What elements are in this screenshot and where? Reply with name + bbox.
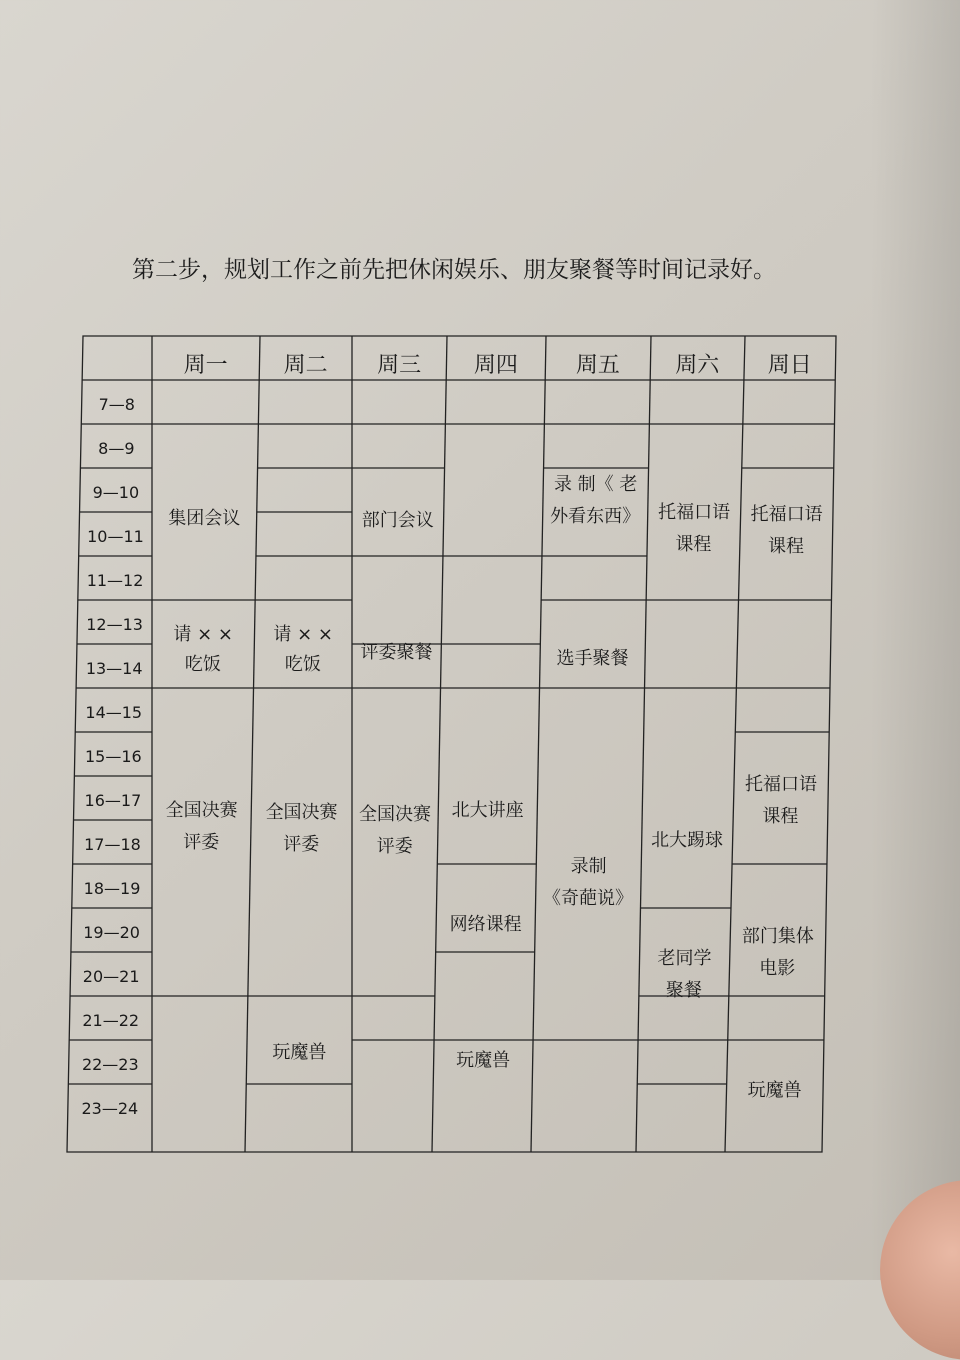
schedule-entry: 北大踢球 bbox=[651, 830, 724, 851]
schedule-entry: 评委聚餐 bbox=[360, 642, 433, 663]
schedule-entry: 录制 bbox=[570, 856, 607, 877]
schedule-entry: 聚餐 bbox=[665, 980, 702, 1001]
time-slot-label: 23—24 bbox=[81, 1099, 139, 1118]
schedule-entry: 评委 bbox=[183, 832, 220, 853]
schedule-entry: 课程 bbox=[762, 806, 799, 827]
table-border bbox=[67, 336, 836, 1152]
schedule-entry: 玩魔兽 bbox=[456, 1050, 511, 1071]
column-divider bbox=[531, 336, 546, 1152]
time-slot-label: 7—8 bbox=[98, 395, 135, 414]
schedule-entry: 全国决赛 bbox=[265, 802, 338, 823]
schedule-entry: 吃饭 bbox=[284, 654, 321, 675]
schedule-entry: 部门集体 bbox=[741, 926, 814, 947]
day-header: 周六 bbox=[675, 353, 720, 378]
column-divider bbox=[245, 336, 260, 1152]
schedule-entry: 部门会议 bbox=[361, 510, 434, 531]
schedule-entry: 请 × × bbox=[273, 624, 334, 645]
time-slot-label: 12—13 bbox=[86, 615, 143, 634]
time-slot-label: 21—22 bbox=[82, 1011, 140, 1030]
schedule-entry: 网络课程 bbox=[449, 914, 522, 935]
schedule-entry: 集团会议 bbox=[168, 508, 241, 529]
schedule-entry: 老同学 bbox=[657, 948, 712, 969]
schedule-entry: 课程 bbox=[675, 534, 712, 555]
schedule-entry: 玩魔兽 bbox=[747, 1080, 802, 1101]
schedule-entry: 托福口语 bbox=[750, 504, 823, 525]
schedule-entry: 吃饭 bbox=[184, 654, 221, 675]
time-slot-label: 19—20 bbox=[83, 923, 140, 942]
schedule-entry: 全国决赛 bbox=[359, 804, 432, 825]
day-header: 周五 bbox=[575, 353, 620, 378]
schedule-entry: 请 × × bbox=[173, 624, 234, 645]
column-divider bbox=[432, 336, 447, 1152]
schedule-entry: 外看东西》 bbox=[550, 506, 641, 527]
column-divider bbox=[636, 336, 651, 1152]
schedule-entry: 选手聚餐 bbox=[556, 648, 629, 669]
instruction-text: 第二步，规划工作之前先把休闲娱乐、朋友聚餐等时间记录好。 bbox=[132, 257, 776, 283]
time-slot-label: 22—23 bbox=[81, 1055, 139, 1074]
schedule-entry: 托福口语 bbox=[658, 502, 731, 523]
time-slot-label: 17—18 bbox=[84, 835, 141, 854]
schedule-entry: 评委 bbox=[376, 836, 413, 857]
time-slot-label: 13—14 bbox=[85, 659, 143, 678]
column-divider bbox=[725, 336, 745, 1152]
time-slot-label: 16—17 bbox=[84, 791, 142, 810]
time-slot-label: 15—16 bbox=[84, 747, 142, 766]
schedule-entry: 玩魔兽 bbox=[272, 1042, 327, 1063]
schedule-entry: 全国决赛 bbox=[165, 800, 238, 821]
day-header: 周四 bbox=[473, 353, 518, 378]
time-slot-label: 20—21 bbox=[82, 967, 140, 986]
day-header: 周二 bbox=[283, 353, 328, 378]
schedule-entry: 北大讲座 bbox=[451, 800, 524, 821]
time-slot-label: 10—11 bbox=[87, 527, 144, 546]
day-header: 周一 bbox=[183, 353, 228, 378]
time-slot-label: 14—15 bbox=[85, 703, 143, 722]
time-slot-label: 8—9 bbox=[98, 439, 135, 458]
schedule-entry: 课程 bbox=[768, 536, 804, 557]
schedule-entry: 托福口语 bbox=[745, 774, 818, 795]
schedule-entry: 电影 bbox=[759, 958, 796, 979]
schedule-entry: 评委 bbox=[283, 834, 320, 855]
schedule-entry: 《奇葩说》 bbox=[543, 888, 634, 909]
day-header: 周日 bbox=[767, 353, 812, 378]
time-slot-label: 18—19 bbox=[83, 879, 141, 898]
day-header: 周三 bbox=[377, 353, 422, 378]
time-slot-label: 11—12 bbox=[86, 571, 144, 590]
time-slot-label: 9—10 bbox=[92, 483, 140, 502]
schedule-entry: 录 制《 老 bbox=[553, 474, 638, 495]
